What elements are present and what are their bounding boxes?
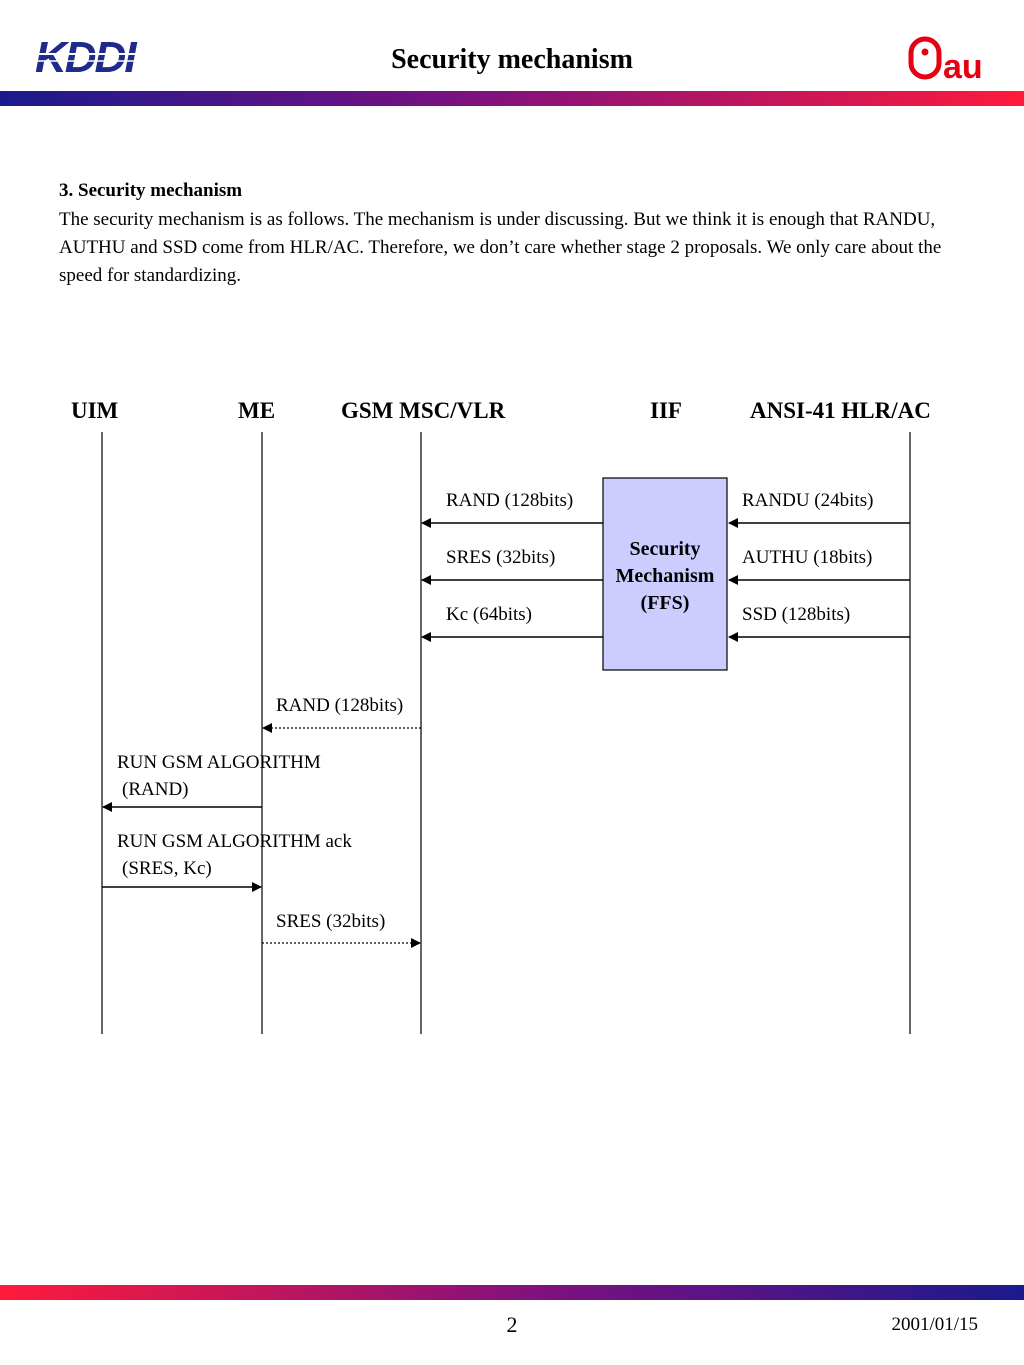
section-body: The security mechanism is as follows. The mechanism is under discussing. But we think it is enough that RANDU, AUTHU and SSD come from HLR/AC. Therefore, we don’t care whether stage 2 proposals. We only care about the speed for standardizing.: [59, 209, 942, 286]
label-ssd-128: SSD (128bits): [742, 604, 851, 625]
label-rand-128-me: RAND (128bits): [276, 695, 404, 716]
label-randu-24: RANDU (24bits): [742, 490, 874, 511]
page-number: 2: [506, 1312, 518, 1337]
label-authu-18: AUTHU (18bits): [742, 547, 873, 568]
footer-date: 2001/01/15: [891, 1314, 978, 1335]
entity-me: ME: [238, 398, 276, 423]
section-heading: 3. Security mechanism: [59, 180, 243, 201]
label-rand-128: RAND (128bits): [446, 490, 574, 511]
page-title: Security mechanism: [391, 44, 633, 75]
entity-gsm-msc-vlr: GSM MSC/VLR: [341, 398, 506, 423]
header-band: [0, 91, 1024, 106]
entity-uim: UIM: [71, 398, 119, 423]
kddi-logo-text: KDDI: [35, 34, 135, 78]
label-run-gsm-algorithm-ack: RUN GSM ALGORITHM ack: [117, 831, 352, 852]
label-run-gsm-algorithm-param: (RAND): [122, 779, 189, 800]
security-mechanism-label-3: (FFS): [640, 592, 690, 614]
label-sres-32-msc: SRES (32bits): [276, 911, 386, 932]
label-run-gsm-algorithm-ack-param: (SRES, Kc): [122, 858, 212, 879]
au-logo: [906, 36, 996, 82]
entity-iif: IIF: [650, 398, 682, 423]
au-logo-text: au: [943, 48, 983, 82]
sequence-diagram: [0, 380, 1024, 1060]
security-mechanism-label-2: Mechanism: [615, 565, 715, 587]
security-mechanism-label-1: Security: [629, 538, 701, 560]
entity-ansi41-hlr-ac: ANSI-41 HLR/AC: [750, 398, 931, 423]
footer-band: [0, 1285, 1024, 1300]
label-sres-32: SRES (32bits): [446, 547, 556, 568]
label-kc-64: Kc (64bits): [446, 604, 533, 625]
label-run-gsm-algorithm: RUN GSM ALGORITHM: [117, 752, 321, 773]
